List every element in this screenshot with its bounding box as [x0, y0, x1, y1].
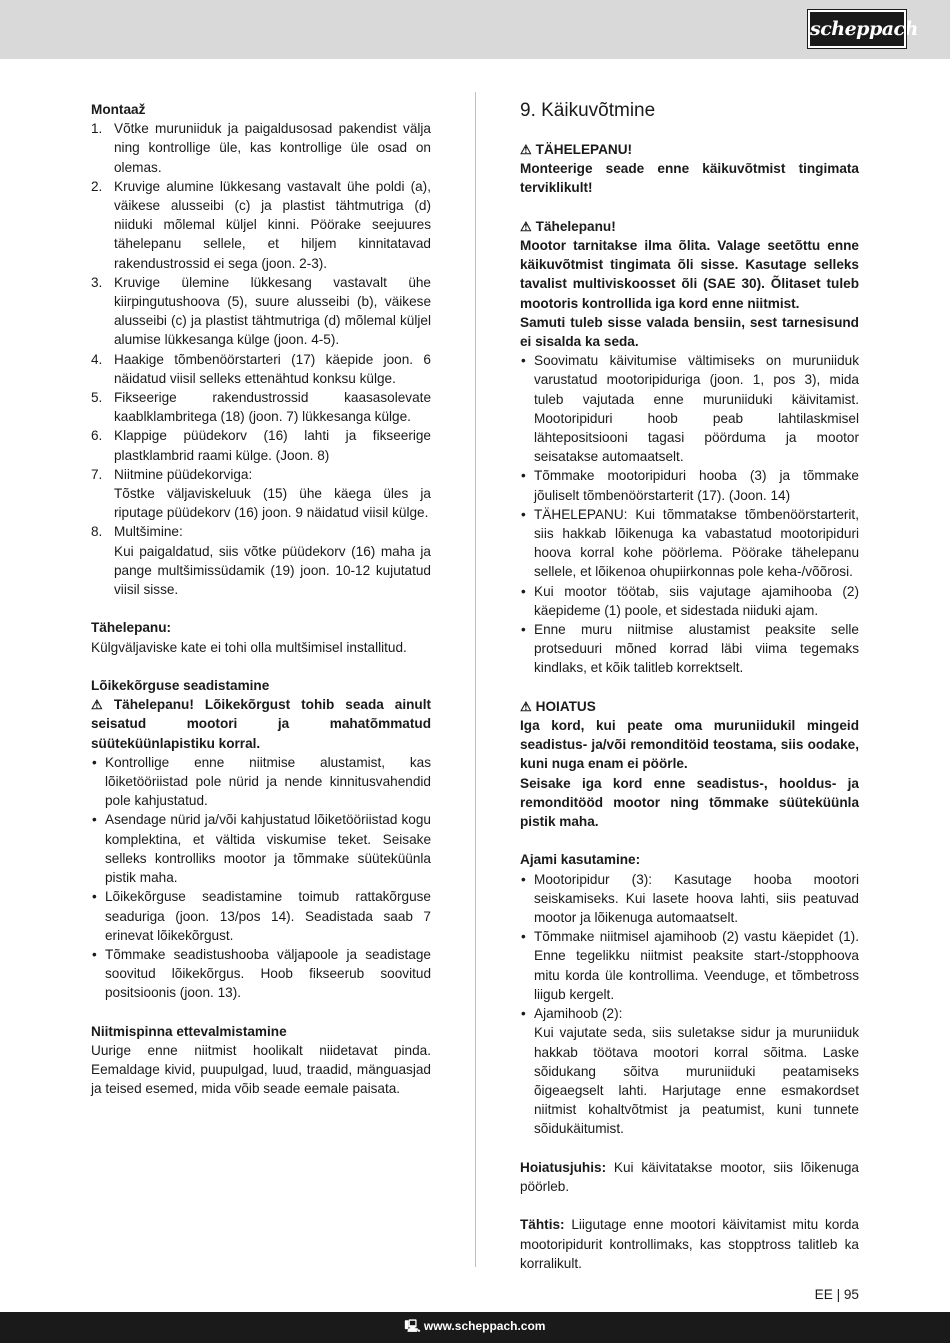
prep-heading: Niitmispinna ettevalmistamine — [91, 1023, 287, 1039]
scheppach-logo: scheppach — [808, 10, 906, 48]
montaaz-heading: Montaaž — [91, 102, 146, 117]
warning-icon: ⚠ — [520, 698, 532, 714]
prep-text: Uurige enne niitmist hoolikalt niidetavat pinda. Eemaldage kivid, puupulgad, luud, traadid, mänguasjad ja teised esemed, mida võib seade eemale paisata. — [91, 1042, 431, 1097]
list-item: • Kui mootor töötab, siis vajutage ajamihooba (2) käepideme (1) poole, et sidestada niiduki ajam. — [520, 582, 859, 620]
warning-icon: ⚠ — [520, 218, 532, 234]
column-divider — [475, 92, 476, 1267]
section-title: 9. Käikuvõtmine — [520, 100, 656, 121]
list-item: 8. Multšimine: Kui paigaldatud, siis võtke püüdekorv (16) maha ja pange multšimissüdamik (19) joon. 10-12 kujutatud viisil sisse. — [91, 524, 431, 598]
drive-list — [520, 870, 859, 1139]
footer-bar — [0, 1312, 950, 1343]
computer-icon: 🖳 — [404, 1319, 421, 1333]
fuel-text: Samuti tuleb sisse valada bensiin, sest tarnesisund ei sisalda ka seda. — [520, 314, 859, 350]
hint-paragraph: Tähtis: Liigutage enne mootori käivitamist mitu korda mootoripidurit kontrollimaks, kas stopptross talitleb ka korralikult. — [520, 1217, 859, 1271]
list-item: • Tõmmake mootoripiduri hooba (3) ja tõmmake jõuliselt tõmbenöörstarterit (17). (Joon. 14) — [520, 466, 859, 504]
hoiatus-text: Iga kord, kui peate oma muruniidukil mingeid seadistus- ja/või remonditöid teostama, siis oodake, kuni nuga enam ei pöörle. — [520, 718, 859, 772]
hint-paragraph: Hoiatusjuhis: Kui käivitatakse mootor, siis lõikenuga pöörleb. — [520, 1159, 859, 1194]
right-column — [520, 100, 859, 1273]
attention-heading: ⚠ TÄHELEPANU! — [520, 142, 633, 157]
cut-height-heading: Lõikekõrguse seadistamine — [91, 678, 270, 694]
attention-heading: ⚠ Tähelepanu! — [520, 218, 616, 234]
list-item: • Soovimatu käivitumise vältimiseks on muruniiduk varustatud mootoripiduriga (joon. 1, pos 3), mida tuleb vajutada enne muruniiduki käivitamist. Mootoripiduri hoob peab lahtilaskmisel lähtepositsiooni tagasi pöörduma ja mootor seisatakse automaatselt. — [520, 351, 859, 466]
list-item: 1. Võtke muruniiduk ja paigaldusosad pakendist välja ning kontrollige üle, kas kontrollige üle osad on olemas. — [91, 121, 431, 175]
website-link[interactable]: www.scheppach.com — [423, 1319, 546, 1333]
hoiatus-heading: ⚠ HOIATUS — [520, 698, 596, 714]
start-list — [520, 351, 859, 677]
list-item: • Tõmmake niitmisel ajamihoob (2) vastu käepidet (1). Enne tegelikku niitmist peaksite start-/stopphoova mitu korda üle kontrollima. Veenduge, et tõmbetross liigub kergelt. — [520, 927, 859, 1004]
cut-height-warning: ⚠ Tähelepanu! Lõikekõrgust tohib seada ainult seisatud mootori ja mahatõmmatud süüteküünlapistiku korral. — [91, 697, 432, 751]
drive-heading: Ajami kasutamine: — [520, 852, 641, 868]
hoiatus-text: Seisake iga kord enne seadistus-, hooldus- ja remonditööd mootor ning tõmmake süüteküünla pistik maha. — [520, 775, 859, 830]
note-heading: Tähelepanu: — [91, 620, 172, 636]
oil-text: Mootor tarnitakse ilma õlita. Valage seetõttu enne käikuvõtmist tingimata õli sisse. Kasutage selleks tavalist multiviskoosset õli (SAE 30). Õlitaset tuleb mootoris kontrollida iga kord enne niitmist. — [520, 238, 859, 311]
list-item: 3. Kruvige ülemine lükkesang vastavalt ühe kiirpingutushoova (5), suure alusseibi (b), väikese alusseibi (c) ja plastist tähtmutriga (d) mõlemal küljel alumise lükkesanga külge (joon. 4-5). — [91, 274, 431, 348]
list-item: • Tõmmake seadistushooba väljapoole ja seadistage soovitud lõikekõrgus. Hoob fikseerub soovitud positsioonis (joon. 13). — [91, 945, 431, 1003]
montaaz-list — [91, 119, 431, 599]
list-item: • Kontrollige enne niitmise alustamist, kas lõiketööriistad pole nürid ja nende kinnitusvahendid pole kahjustatud. — [91, 753, 431, 811]
page-number: EE | 95 — [814, 1287, 859, 1302]
warning-icon: ⚠ — [520, 142, 532, 157]
list-item: • Asendage nürid ja/või kahjustatud lõiketööriistad kogu komplektina, et vältida viskumise teket. Seisake selleks kontrolliks mootor ja tõmmake süüteküünla pistik maha. — [91, 810, 431, 887]
list-item: • Lõikekõrguse seadistamine toimub rattakõrguse seaduriga (joon. 13/pos 14). Seadistada saab 7 erinevat lõikekõrgust. — [91, 887, 431, 945]
list-item: • Ajamihoob (2): Kui vajutate seda, siis suletakse sidur ja muruniiduk hakkab töötava mootori korral sõitma. Laske sõidukang sõitva muruniiduki peatamiseks õigeaegselt lahti. Harjutage enne esmakordset niitmist kohaltvõtmist ja peatumist, kuni tunnete sõidukäitumist. — [520, 1004, 859, 1138]
list-item: • TÄHELEPANU: Kui tõmmatakse tõmbenöörstarterit, siis hakkab lõikenuga ka vabastatud mootoripiduri hoova korral kohe pöörlema. Pöörake tähelepanu sellele, et lõikenoa ohupiirkonnas pole keha-/võõrosi. — [520, 505, 859, 582]
list-item: • Mootoripidur (3): Kasutage hooba mootori seiskamiseks. Kui lasete hoova lahti, siis peatuvad mootor ja lõikenuga automaatselt. — [520, 870, 859, 928]
list-item: 2. Kruvige alumine lükkesang vastavalt ühe poldi (a), väikese alusseibi (c) ja plastist tähtmutriga (d) niiduki mõlemal küljel kinni. Pöörake seejuures tähelepanu sellele, et hiljem kinnitatavad rakendustrossid ei sega (joon. 2-3). — [91, 178, 431, 271]
note-text: Külgväljaviske kate ei tohi olla multšimisel installitud. — [91, 639, 407, 655]
cut-height-list — [91, 753, 431, 1003]
left-column — [91, 100, 431, 1099]
list-item: 5. Fikseerige rakendustrossid kaasasolevate kaablklambritega (18) (joon. 7) lükkesanga külge. — [91, 390, 431, 425]
list-item: 4. Haakige tõmbenöörstarteri (17) käepide joon. 6 näidatud viisil selleks ettenähtud konksu külge. — [91, 351, 431, 386]
list-item: 6. Klappige püüdekorv (16) lahti ja fikseerige plastklambrid raami külge. (Joon. 8) — [91, 428, 431, 463]
header-bar — [0, 0, 950, 59]
warning-icon: ⚠ — [91, 697, 110, 713]
list-item: 7. Niitmine püüdekorviga: Tõstke väljaviskeluuk (15) ühe käega üles ja riputage püüdekorv (16) joon. 9 näidatud viisil külge. — [91, 466, 431, 521]
list-item: • Enne muru niitmise alustamist peaksite selle protseduuri mõned korrad läbi viima tegemaks kindlaks, et kõik talitleb korrektselt. — [520, 620, 859, 678]
attention-text: Monteerige seade enne käikuvõtmist tingimata terviklikult! — [520, 161, 859, 196]
